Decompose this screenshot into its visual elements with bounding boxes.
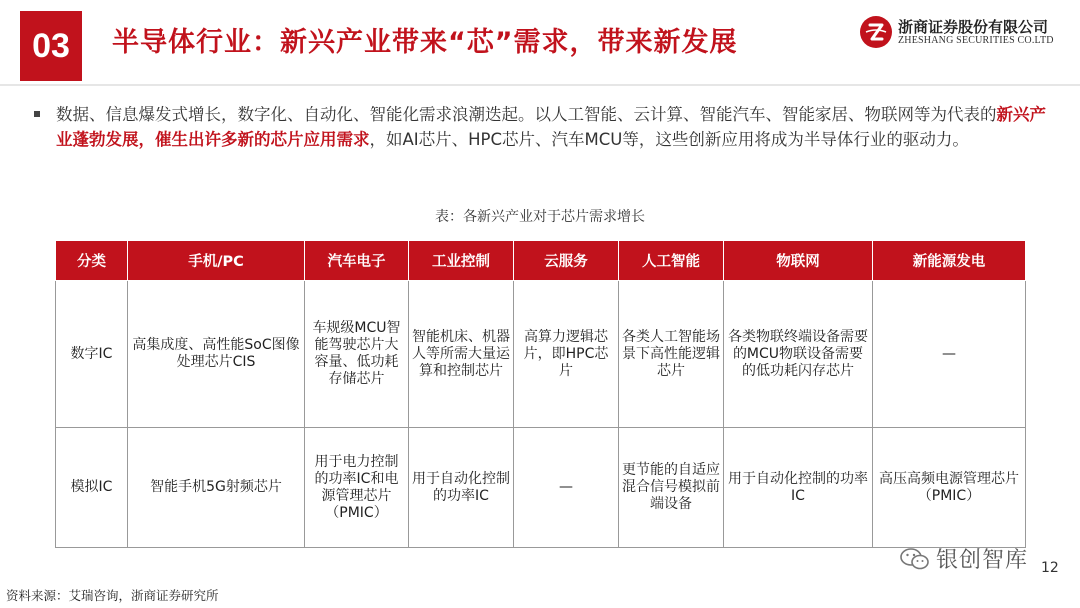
- table-cell: 更节能的自适应混合信号模拟前端设备: [619, 428, 724, 548]
- paragraph-highlight-2: 催生出许多新的芯片应用需求: [155, 130, 370, 149]
- source-note: 资料来源：艾瑞咨询，浙商证券研究所: [6, 588, 219, 603]
- bullet-square-icon: [34, 111, 40, 117]
- table-header-row: [56, 241, 1026, 281]
- header-ai: 人工智能: [619, 241, 724, 281]
- page-number: 12: [1041, 560, 1059, 576]
- table-cell: —: [873, 281, 1026, 428]
- table-cell: —: [514, 428, 619, 548]
- paragraph-highlight-separator: ，: [138, 130, 155, 149]
- header-iot: 物联网: [724, 241, 873, 281]
- table-row: [56, 428, 1026, 548]
- table-cell: 车规级MCU智能驾驶芯片大容量、低功耗存储芯片: [305, 281, 409, 428]
- title-divider: [0, 84, 1080, 86]
- paragraph-highlight-1: 新兴产业蓬勃发展: [56, 105, 1046, 149]
- header-cloud-services: 云服务: [514, 241, 619, 281]
- brand-logo-block: [860, 14, 1065, 50]
- table-cell: 各类物联终端设备需要的MCU物联设备需要的低功耗闪存芯片: [724, 281, 873, 428]
- table-cell: 高压高频电源管理芯片（PMIC）: [873, 428, 1026, 548]
- section-number-badge: 03: [20, 11, 82, 81]
- table-cell: 高集成度、高性能SoC图像处理芯片CIS: [128, 281, 305, 428]
- chip-demand-table: [55, 240, 1026, 548]
- table-cell: 各类人工智能场景下高性能逻辑芯片: [619, 281, 724, 428]
- row-label-digital-ic: 数字IC: [56, 281, 128, 428]
- watermark-text: 银创智库: [936, 548, 1029, 573]
- header-phone-pc: 手机/PC: [128, 241, 305, 281]
- header-category: 分类: [56, 241, 128, 281]
- table-cell: 智能机床、机器人等所需大量运算和控制芯片: [409, 281, 514, 428]
- watermark: [900, 543, 1028, 574]
- slide-title: 半导体行业：新兴产业带来“芯”需求，带来新发展: [112, 27, 738, 58]
- header-new-energy: 新能源发电: [873, 241, 1026, 281]
- paragraph-text-2: ，如AI芯片、HPC芯片、汽车MCU等，这些创新应用将成为半导体行业的驱动力。: [369, 130, 969, 149]
- table-caption: 表：各新兴产业对于芯片需求增长: [435, 209, 645, 225]
- header-industrial-control: 工业控制: [409, 241, 514, 281]
- zheshang-logo-icon: [860, 16, 892, 48]
- table-cell: 用于自动化控制的功率IC: [724, 428, 873, 548]
- paragraph-text-1: 数据、信息爆发式增长，数字化、自动化、智能化需求浪潮迭起。以人工智能、云计算、智能汽车、智能家居、物联网等为代表的: [56, 105, 997, 124]
- table-row: [56, 281, 1026, 428]
- row-label-analog-ic: 模拟IC: [56, 428, 128, 548]
- intro-paragraph: [56, 102, 1056, 152]
- table-cell: 用于自动化控制的功率IC: [409, 428, 514, 548]
- brand-name-en: ZHESHANG SECURITIES CO.LTD: [898, 35, 1054, 46]
- wechat-icon: [900, 547, 930, 571]
- table-cell: 用于电力控制的功率IC和电源管理芯片（PMIC）: [305, 428, 409, 548]
- header-auto-electronics: 汽车电子: [305, 241, 409, 281]
- table-cell: 智能手机5G射频芯片: [128, 428, 305, 548]
- brand-name-cn: 浙商证券股份有限公司: [898, 18, 1049, 36]
- table-cell: 高算力逻辑芯片，即HPC芯片: [514, 281, 619, 428]
